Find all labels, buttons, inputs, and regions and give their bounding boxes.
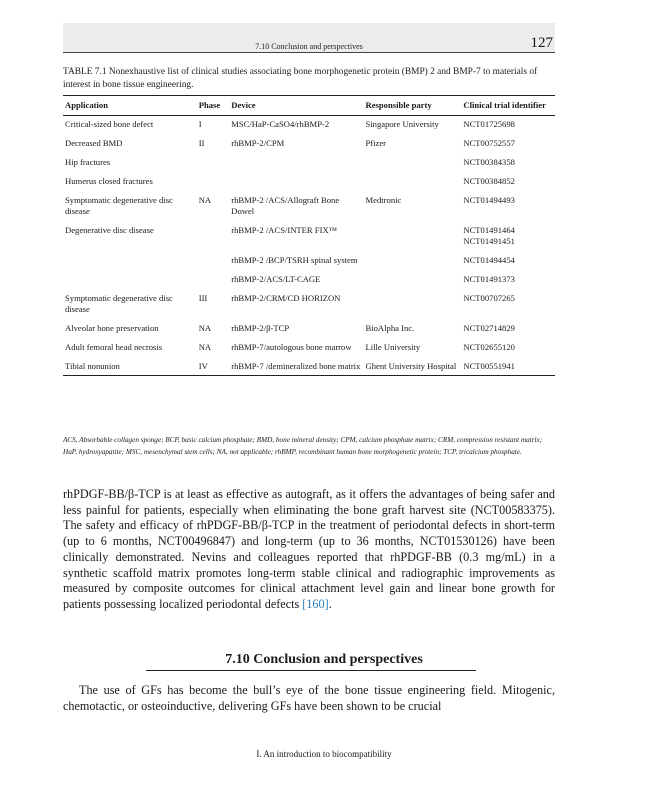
clinical-studies-table	[63, 95, 555, 376]
cell-party	[364, 285, 462, 315]
cell-identifier: NCT01725698	[463, 119, 515, 129]
cell-identifier: NCT00384358	[463, 157, 515, 167]
cell-party: Ghent University Hospital	[364, 353, 462, 376]
cell-device: rhBMP-2/CPM	[231, 138, 285, 148]
cell-application	[63, 266, 197, 285]
cell-identifier: NCT01494493	[463, 195, 515, 205]
table-header-row	[63, 96, 555, 116]
cell-device	[229, 149, 363, 168]
table-caption-text: Nonexhaustive list of clinical studies associating bone morphogenetic protein (BMP) 2 and BMP-7 to materials of interest in bone tissue engineering.	[63, 67, 538, 90]
column-header-application: Application	[63, 96, 197, 116]
cell-device: rhBMP-2/ACS/LT-CAGE	[231, 274, 321, 284]
cell-device: rhBMP-7/autologous bone marrow	[231, 342, 352, 352]
column-header-phase: Phase	[197, 96, 230, 116]
cell-phase: NA	[198, 323, 212, 333]
cell-phase: IV	[197, 353, 230, 376]
cell-phase	[197, 168, 230, 187]
cell-device: rhBMP-2/β-TCP	[231, 323, 290, 333]
running-header	[63, 23, 555, 53]
body-paragraph	[63, 487, 555, 613]
body-paragraph-2: The use of GFs has become the bull’s eye of the bone tissue engineering field. Mitogenic, chemotactic, or osteoinductive, delivering GFs have been shown to be crucial	[63, 683, 555, 713]
cell-party: Singapore University	[365, 119, 439, 129]
table-row	[63, 187, 555, 217]
cell-party	[364, 266, 462, 285]
cell-application: Decreased BMD	[65, 138, 123, 148]
cell-device	[229, 168, 363, 187]
cell-application: Alveolar bone preservation	[65, 323, 159, 333]
cell-application: Hip fractures	[65, 157, 111, 167]
table-row	[63, 247, 555, 266]
cell-phase: III	[198, 293, 208, 303]
cell-application: Degenerative disc disease	[65, 225, 154, 235]
table-footnote: ACS, Absorbable collagen sponge; BCP, basic calcium phosphate; BMD, bone mineral density; CPM, calcium phosphate matrix; CRM, compression resistant matrix; HaP, hydroxyapatite; MSC, mesenchymal stem cells; NA, not applicable; rhBMP, recombinant human bone morphogenetic protein; TCP, tricalcium phosphate.	[63, 436, 543, 456]
table-row	[63, 315, 555, 334]
cell-phase: II	[198, 138, 205, 148]
cell-device: rhBMP-2 /ACS/Allograft Bone Dowel	[231, 195, 340, 216]
cell-device: rhBMP-7 /demineralized bone matrix	[229, 353, 363, 376]
cell-phase	[197, 149, 230, 168]
cell-identifier: NCT00551941	[461, 353, 555, 376]
table-caption	[63, 66, 555, 91]
cell-application: Adult femoral head necrosis	[65, 342, 163, 352]
cell-device: rhBMP-2 /BCP/TSRH spinal system	[231, 255, 358, 265]
cell-device: rhBMP-2 /ACS/INTER FIX™	[231, 225, 338, 235]
cell-application	[63, 247, 197, 266]
cell-party: BioAlpha Inc.	[365, 323, 415, 333]
table-row	[63, 285, 555, 315]
cell-identifier: NCT00384852	[463, 176, 515, 186]
cell-device: rhBMP-2/CRM/CD HORIZON	[231, 293, 341, 303]
cell-party: Medtronic	[365, 195, 402, 205]
cell-device: MSC/HaP-CaSO4/rhBMP-2	[231, 119, 330, 129]
cell-application: Critical-sized bone defect	[65, 119, 154, 129]
column-header-device: Device	[229, 96, 363, 116]
paragraph-text: rhPDGF-BB/β-TCP is at least as effective as autograft, as it offers the advantages of being safer and less painful for patients, especially when eliminating the bone graft harvest site (NCT00583375). The safety and efficacy of rhPDGF-BB/β-TCP in the treatment of periodontal defects in short-term (up to 6 months, NCT00496847) and long-term (up to 36 months, NCT01530126) have been clinically demonstrated. Nevins and colleagues reported that rhPDGF-BB (0.3 mg/mL) in a synthetic scaffold matrix promotes long-term stable clinical and radiographic improvements as measured by composite outcomes for clinical attachment level gain and linear bone growth for patients possessing localized periodontal defects	[63, 487, 555, 611]
cell-application: Tibial nonunion	[63, 353, 197, 376]
table-row	[63, 353, 555, 376]
cell-identifier: NCT01494454	[463, 255, 515, 265]
column-header-party: Responsible party	[364, 96, 462, 116]
cell-party	[364, 217, 462, 247]
cell-party: Pfizer	[365, 138, 387, 148]
table-row	[63, 149, 555, 168]
cell-identifier: NCT02655120	[463, 342, 515, 352]
paragraph-end: .	[328, 596, 332, 611]
table-row	[63, 266, 555, 285]
cell-phase: I	[198, 119, 202, 129]
table-label: TABLE 7.1	[63, 67, 107, 77]
cell-identifier: NCT00752557	[463, 138, 515, 148]
cell-party	[364, 149, 462, 168]
column-header-identifier: Clinical trial identifier	[461, 96, 555, 116]
cell-identifier: NCT02714829	[463, 323, 515, 333]
cell-application: Symptomatic degenerative disc disease	[65, 195, 173, 216]
cell-party: Lille University	[365, 342, 421, 352]
cell-phase: NA	[198, 195, 212, 205]
page-footer: I. An introduction to biocompatibility	[256, 749, 392, 759]
table-row	[63, 168, 555, 187]
table-row	[63, 130, 555, 149]
cell-application: Symptomatic degenerative disc disease	[65, 293, 173, 314]
cell-party	[364, 247, 462, 266]
cell-phase	[197, 217, 230, 247]
running-head: 7.10 Conclusion and perspectives	[255, 42, 363, 51]
table-row	[63, 116, 555, 131]
table-row	[63, 334, 555, 353]
table-row	[63, 217, 555, 247]
cell-identifier: NCT00707265	[463, 293, 515, 303]
section-title: 7.10 Conclusion and perspectives	[225, 652, 423, 667]
section-rule	[146, 670, 476, 671]
cell-application: Humerus closed fractures	[65, 176, 153, 186]
page-number: 127	[530, 35, 553, 51]
cell-phase: NA	[198, 342, 212, 352]
cell-identifier: NCT01491464 NCT01491451	[463, 225, 515, 246]
citation-link[interactable]: [160]	[302, 596, 329, 611]
cell-identifier: NCT01491373	[463, 274, 515, 284]
cell-phase	[197, 266, 230, 285]
cell-phase	[197, 247, 230, 266]
cell-party	[364, 168, 462, 187]
